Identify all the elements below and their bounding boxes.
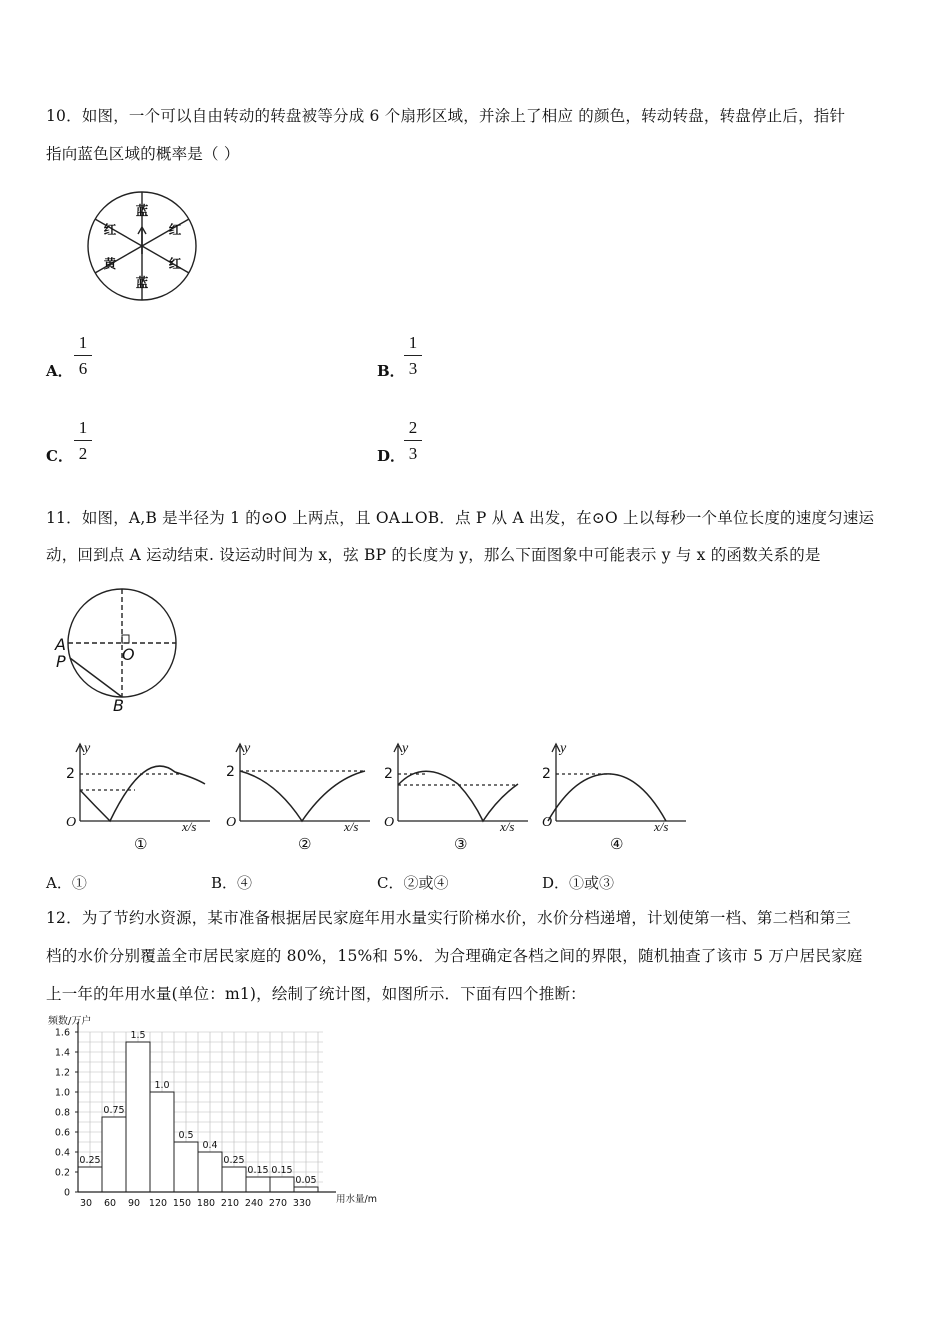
q10-option-a-fraction — [74, 333, 92, 380]
sector-label: 蓝 — [135, 203, 149, 218]
numerator: 1 — [74, 418, 92, 441]
y-tick-label: 0.2 — [54, 1167, 70, 1179]
graph-number: ① — [134, 835, 148, 853]
q10-option-b-label: B． — [377, 362, 405, 380]
sector-label: 红 — [168, 222, 182, 237]
numerator: 1 — [74, 333, 92, 356]
water-usage-histogram — [40, 1010, 380, 1210]
sector-label: 蓝 — [135, 275, 149, 290]
graph-y-label: y — [244, 741, 251, 756]
graph-4 — [536, 738, 696, 856]
bar-value-label: 0.4 — [202, 1140, 218, 1151]
bar-value-label: 0.15 — [247, 1165, 269, 1176]
graph-y-label: y — [560, 741, 567, 756]
q11-option-d: D．①或③ — [542, 874, 615, 892]
graph-tick-2: 2 — [542, 766, 551, 782]
x-tick-label: 180 — [196, 1198, 216, 1209]
label-a: A — [55, 635, 66, 654]
y-tick-label: 1.4 — [54, 1047, 70, 1059]
y-tick-label: 0.8 — [54, 1107, 70, 1119]
y-axis-title: 频数/万户 — [48, 1016, 92, 1027]
q11-line-2: 动，回到点 A 运动结束. 设运动时间为 x，弦 BP 的长度为 y，那么下面图象中可能表示 y 与 x 的函数关系的是 — [46, 546, 821, 564]
x-tick-label: 30 — [79, 1198, 93, 1209]
q10-option-d-label: D． — [377, 447, 406, 465]
denominator: 3 — [408, 444, 418, 463]
spinner-wheel — [80, 190, 205, 305]
q11-option-a: A．① — [46, 874, 87, 892]
histogram-bar — [126, 1042, 150, 1192]
graph-tick-2: 2 — [66, 766, 75, 782]
graph-y-label: y — [84, 741, 91, 756]
histogram-bar — [174, 1142, 198, 1192]
histogram-bar — [102, 1117, 126, 1192]
bar-value-label: 0.05 — [295, 1175, 317, 1186]
bar-value-label: 1.0 — [154, 1080, 170, 1091]
histogram-bar — [222, 1167, 246, 1192]
histogram-bar — [150, 1092, 174, 1192]
q10-line-2: 指向蓝色区域的概率是（ ） — [46, 145, 240, 163]
q12-line-2: 档的水价分别覆盖全市居民家庭的 80%，15%和 5%．为合理确定各档之间的界限，随机抽查了该市 5 万户居民家庭 — [46, 947, 863, 965]
sector-label: 红 — [168, 256, 182, 271]
x-tick-label: 240 — [244, 1198, 264, 1209]
q10-option-b-fraction — [404, 333, 422, 380]
graph-origin: O — [66, 815, 77, 830]
x-tick-label: 90 — [127, 1198, 141, 1209]
bar-value-label: 0.25 — [223, 1155, 245, 1166]
denominator: 2 — [78, 444, 88, 463]
q11-option-b: B．④ — [211, 874, 253, 892]
histogram-bar — [270, 1177, 294, 1192]
q10-option-c-label: C． — [46, 447, 73, 465]
bar-value-label: 0.15 — [271, 1165, 293, 1176]
x-tick-label: 60 — [103, 1198, 117, 1209]
y-tick-label: 1.2 — [54, 1067, 70, 1079]
sector-label: 黄 — [103, 256, 117, 271]
graph-x-label: x/s — [344, 819, 359, 834]
graph-origin: O — [542, 815, 553, 830]
numerator: 1 — [404, 333, 422, 356]
histogram-bar — [246, 1177, 270, 1192]
y-tick-label: 0 — [63, 1187, 70, 1199]
numerator: 2 — [404, 418, 422, 441]
q12-line-3: 上一年的年用水量(单位：m1)，绘制了统计图，如图所示．下面有四个推断： — [46, 985, 586, 1003]
x-tick-label: 270 — [268, 1198, 288, 1209]
bar-value-label: 0.75 — [103, 1105, 125, 1116]
graph-tick-2: 2 — [226, 764, 235, 780]
y-tick-label: 0.6 — [54, 1127, 70, 1139]
y-tick-label: 1.6 — [54, 1027, 70, 1039]
label-b: B — [113, 696, 124, 715]
bar-value-label: 0.5 — [178, 1130, 194, 1141]
graph-y-label: y — [402, 741, 409, 756]
graph-number: ④ — [610, 835, 624, 853]
graph-origin: O — [384, 815, 395, 830]
graph-tick-2: 2 — [384, 766, 393, 782]
graph-x-label: x/s — [654, 819, 669, 834]
graph-x-label: x/s — [500, 819, 515, 834]
y-tick-label: 1.0 — [54, 1087, 70, 1099]
graph-x-label: x/s — [182, 819, 197, 834]
denominator: 3 — [408, 359, 418, 378]
q10-line-1: 10．如图，一个可以自由转动的转盘被等分成 6 个扇形区域，并涂上了相应 的颜色，转动转盘，转盘停止后，指针 — [46, 107, 846, 125]
graph-number: ③ — [454, 835, 468, 853]
x-axis-title: 用水量/m — [336, 1194, 377, 1205]
label-o: O — [122, 645, 135, 664]
x-tick-label: 120 — [148, 1198, 168, 1209]
y-tick-label: 0.4 — [54, 1147, 70, 1159]
q10-option-c-fraction — [74, 418, 92, 465]
q11-option-c: C．②或④ — [377, 874, 449, 892]
graph-number: ② — [298, 835, 312, 853]
histogram-bar — [294, 1187, 318, 1192]
q10-option-d-fraction — [404, 418, 422, 465]
graph-2 — [220, 738, 380, 856]
bar-value-label: 0.25 — [79, 1155, 101, 1166]
histogram-bar — [198, 1152, 222, 1192]
denominator: 6 — [78, 359, 88, 378]
graph-3 — [378, 738, 538, 856]
histogram-bar — [78, 1167, 102, 1192]
label-p: P — [56, 652, 66, 671]
x-tick-label: 150 — [172, 1198, 192, 1209]
q12-line-1: 12．为了节约水资源，某市准备根据居民家庭年用水量实行阶梯水价，水价分档递增，计划使第一档、第二档和第三 — [46, 909, 852, 927]
x-tick-label: 210 — [220, 1198, 240, 1209]
graph-origin: O — [226, 815, 237, 830]
bar-value-label: 1.5 — [130, 1030, 146, 1041]
q10-option-a-label: A． — [46, 362, 73, 380]
x-tick-label: 330 — [292, 1198, 312, 1209]
sector-label: 红 — [103, 222, 117, 237]
q11-line-1: 11．如图，A,B 是半径为 1 的⊙O 上两点，且 OA⊥OB．点 P 从 A 出发，在⊙O 上以每秒一个单位长度的速度匀速运 — [46, 509, 875, 527]
graph-1 — [60, 738, 220, 856]
circle-diagram — [50, 588, 190, 716]
